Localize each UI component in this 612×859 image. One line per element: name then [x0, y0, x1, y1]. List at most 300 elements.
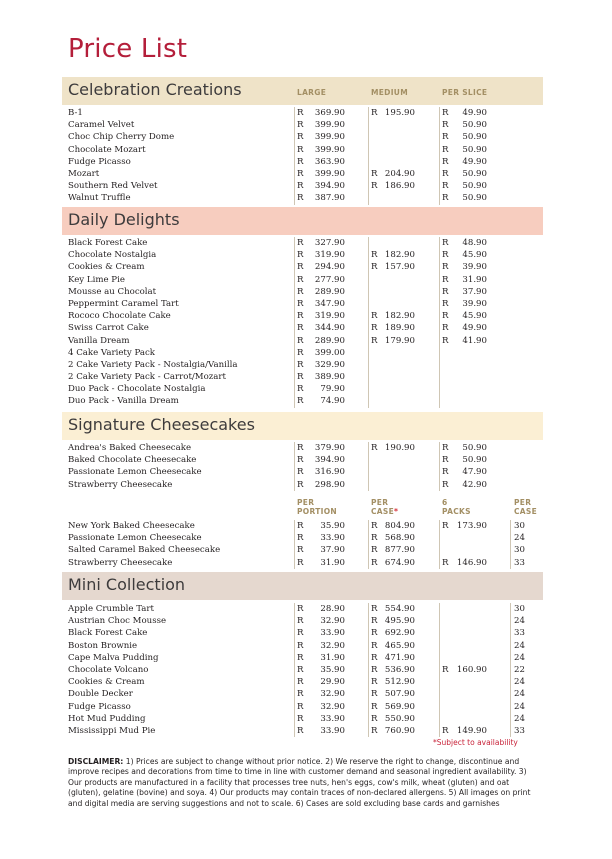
item-name: Swiss Carrot Cake: [68, 323, 149, 334]
price-value: 24: [514, 533, 525, 544]
currency-symbol: R: [297, 156, 304, 167]
price-value: 554.90: [384, 604, 415, 614]
column-divider: [439, 107, 440, 205]
table-row: [62, 371, 543, 383]
price-value: 35.90: [320, 521, 345, 531]
price-value: 692.90: [384, 628, 415, 639]
currency-symbol: R: [297, 298, 304, 309]
price-value: 550.90: [384, 713, 415, 724]
mini-table: [62, 603, 543, 737]
currency-symbol: R: [371, 335, 378, 346]
currency-symbol: R: [371, 443, 378, 453]
price-value: 319.90: [314, 250, 345, 261]
item-name: 2 Cake Variety Pack - Nostalgia/Vanilla: [68, 359, 238, 370]
price-value: 24: [514, 713, 525, 724]
table-row: [62, 249, 543, 261]
price-value: 157.90: [384, 262, 415, 273]
price-value: 160.90: [456, 664, 487, 675]
currency-symbol: R: [442, 311, 449, 322]
currency-symbol: R: [371, 108, 378, 118]
currency-symbol: R: [371, 713, 378, 724]
currency-symbol: R: [297, 443, 304, 453]
section-title: Signature Cheesecakes: [68, 415, 255, 434]
currency-symbol: R: [297, 677, 304, 688]
price-value: 294.90: [314, 262, 345, 273]
table-row: [62, 383, 543, 395]
item-name: Baked Chocolate Cheesecake: [68, 455, 197, 466]
price-value: 48.90: [462, 238, 487, 248]
price-value: 30: [514, 545, 525, 556]
currency-symbol: R: [442, 238, 449, 248]
price-value: 347.90: [314, 298, 345, 309]
price-value: 24: [514, 640, 525, 651]
price-value: 33.90: [320, 533, 345, 544]
price-value: 394.90: [314, 181, 345, 192]
currency-symbol: R: [297, 713, 304, 724]
table-row: [62, 442, 543, 454]
table-row: [62, 168, 543, 180]
price-value: 24: [514, 652, 525, 663]
table-row: [62, 640, 543, 652]
price-value: 569.90: [384, 701, 415, 712]
price-value: 329.90: [314, 359, 345, 370]
price-value: 29.90: [320, 677, 345, 688]
column-divider: [368, 237, 369, 408]
price-value: 50.90: [462, 455, 487, 466]
price-value: 33.90: [320, 713, 345, 724]
section-title: Celebration Creations: [68, 80, 242, 99]
price-value: 30: [514, 521, 525, 531]
price-value: 146.90: [456, 557, 487, 568]
table-row: [62, 713, 543, 725]
currency-symbol: R: [297, 359, 304, 370]
price-value: 804.90: [384, 521, 415, 531]
currency-symbol: R: [371, 250, 378, 261]
table-row: [62, 119, 543, 131]
price-value: 399.90: [314, 168, 345, 179]
currency-symbol: R: [442, 108, 449, 118]
table-row: [62, 310, 543, 322]
table-row: [62, 144, 543, 156]
table-row: [62, 156, 543, 168]
currency-symbol: R: [297, 664, 304, 675]
item-name: Mousse au Chocolat: [68, 286, 157, 297]
currency-symbol: R: [371, 616, 378, 627]
disclaimer: [68, 757, 538, 809]
price-value: 49.90: [462, 108, 487, 118]
currency-symbol: R: [442, 286, 449, 297]
column-divider: [368, 442, 369, 491]
currency-symbol: R: [297, 262, 304, 273]
table-row: [62, 603, 543, 615]
price-value: 50.90: [462, 168, 487, 179]
disclaimer-label: DISCLAIMER:: [68, 757, 124, 766]
price-value: 31.90: [462, 274, 487, 285]
table-row: [62, 520, 543, 532]
price-value: 327.90: [314, 238, 345, 248]
item-name: Apple Crumble Tart: [68, 604, 154, 614]
currency-symbol: R: [297, 701, 304, 712]
currency-symbol: R: [371, 521, 378, 531]
column-divider: [510, 520, 511, 569]
column-header-large: LARGE: [297, 88, 327, 97]
item-name: Peppermint Caramel Tart: [68, 298, 179, 309]
currency-symbol: R: [297, 323, 304, 334]
currency-symbol: R: [371, 725, 378, 736]
item-name: Passionate Lemon Cheesecake: [68, 467, 202, 478]
price-value: 394.90: [314, 455, 345, 466]
price-value: 50.90: [462, 132, 487, 143]
table-row: [62, 627, 543, 639]
signature-case-table: [62, 520, 543, 569]
item-name: Strawberry Cheesecake: [68, 557, 173, 568]
price-value: 30: [514, 604, 525, 614]
column-divider: [368, 603, 369, 737]
price-value: 45.90: [462, 311, 487, 322]
table-row: [62, 286, 543, 298]
price-value: 179.90: [384, 335, 415, 346]
currency-symbol: R: [297, 372, 304, 383]
column-divider: [439, 603, 440, 737]
currency-symbol: R: [442, 262, 449, 273]
table-row: [62, 395, 543, 407]
table-row: [62, 298, 543, 310]
price-value: 189.90: [384, 323, 415, 334]
table-row: [62, 725, 543, 737]
section-header-mini: [62, 572, 543, 600]
price-value: 195.90: [384, 108, 415, 118]
column-header-medium: MEDIUM: [371, 88, 408, 97]
price-value: 50.90: [462, 443, 487, 453]
price-value: 399.90: [314, 144, 345, 155]
currency-symbol: R: [371, 262, 378, 273]
currency-symbol: R: [297, 132, 304, 143]
cheesecake-subheader: [62, 496, 543, 518]
currency-symbol: R: [297, 250, 304, 261]
table-row: [62, 688, 543, 700]
table-row: [62, 274, 543, 286]
price-value: 298.90: [314, 479, 345, 490]
currency-symbol: R: [297, 108, 304, 118]
table-row: [62, 466, 543, 478]
price-value: 33: [514, 557, 525, 568]
table-row: [62, 557, 543, 569]
table-row: [62, 676, 543, 688]
currency-symbol: R: [371, 640, 378, 651]
price-value: 50.90: [462, 144, 487, 155]
price-value: 50.90: [462, 120, 487, 131]
currency-symbol: R: [297, 521, 304, 531]
item-name: Southern Red Velvet: [68, 181, 158, 192]
price-value: 465.90: [384, 640, 415, 651]
currency-symbol: R: [442, 144, 449, 155]
price-value: 316.90: [314, 467, 345, 478]
currency-symbol: R: [297, 604, 304, 614]
item-name: Walnut Truffle: [68, 193, 131, 204]
price-value: 47.90: [462, 467, 487, 478]
table-row: [62, 615, 543, 627]
section-header-daily: [62, 207, 543, 235]
price-value: 79.90: [320, 384, 345, 395]
table-row: [62, 347, 543, 359]
item-name: Passionate Lemon Cheesecake: [68, 533, 202, 544]
section-title: Daily Delights: [68, 210, 180, 229]
column-header-per-slice: PER SLICE: [442, 88, 488, 97]
column-divider: [294, 237, 295, 408]
price-value: 149.90: [456, 725, 487, 736]
price-value: 28.90: [320, 604, 345, 614]
currency-symbol: R: [442, 479, 449, 490]
currency-symbol: R: [442, 120, 449, 131]
currency-symbol: R: [442, 335, 449, 346]
currency-symbol: R: [297, 168, 304, 179]
column-divider: [294, 442, 295, 491]
signature-table: [62, 442, 543, 491]
currency-symbol: R: [442, 557, 449, 568]
column-header-case-count: PER CASE: [514, 498, 538, 516]
column-divider: [294, 603, 295, 737]
price-value: 35.90: [320, 664, 345, 675]
item-name: Duo Pack - Chocolate Nostalgia: [68, 384, 206, 395]
currency-symbol: R: [297, 335, 304, 346]
item-name: Mississippi Mud Pie: [68, 725, 156, 736]
table-row: [62, 479, 543, 491]
item-name: Rococo Chocolate Cake: [68, 311, 171, 322]
currency-symbol: R: [297, 652, 304, 663]
price-value: 74.90: [320, 396, 345, 407]
currency-symbol: R: [297, 144, 304, 155]
currency-symbol: R: [297, 628, 304, 639]
currency-symbol: R: [442, 664, 449, 675]
disclaimer-text: 1) Prices are subject to change without prior notice. 2) We reserve the right to change, discontinue and improve recipes and decorations from time to time in line with customer demand and seasonal ingredient availability. 3) Our products are manufactured in a facility that processes tree nuts, hen's eggs, cow's milk, wheat (gluten) and oat (gluten), gelatine (bovine) and soya. 4) Our products may contain traces of non-declared allergens. 5) All images on print and digital media are serving suggestions and not to scale. 6) Cases are sold excluding base cards and garnishes: [68, 757, 531, 808]
item-name: Chocolate Mozart: [68, 144, 146, 155]
currency-symbol: R: [297, 384, 304, 395]
currency-symbol: R: [297, 725, 304, 736]
item-name: Fudge Picasso: [68, 701, 131, 712]
table-row: [62, 180, 543, 192]
currency-symbol: R: [371, 677, 378, 688]
price-value: 674.90: [384, 557, 415, 568]
column-divider: [439, 237, 440, 408]
price-value: 39.90: [462, 298, 487, 309]
price-value: 49.90: [462, 323, 487, 334]
availability-note: *Subject to availability: [433, 738, 518, 747]
section-header-celebration: [62, 77, 543, 105]
item-name: 4 Cake Variety Pack: [68, 347, 155, 358]
price-value: 37.90: [462, 286, 487, 297]
currency-symbol: R: [371, 168, 378, 179]
price-value: 379.90: [314, 443, 345, 453]
price-value: 369.90: [314, 108, 345, 118]
price-value: 204.90: [384, 168, 415, 179]
currency-symbol: R: [371, 689, 378, 700]
page-title: Price List: [68, 34, 188, 64]
table-row: [62, 335, 543, 347]
price-value: 32.90: [320, 640, 345, 651]
currency-symbol: R: [442, 156, 449, 167]
price-value: 182.90: [384, 311, 415, 322]
price-value: 31.90: [320, 557, 345, 568]
currency-symbol: R: [371, 533, 378, 544]
price-value: 24: [514, 616, 525, 627]
price-value: 31.90: [320, 652, 345, 663]
currency-symbol: R: [442, 455, 449, 466]
currency-symbol: R: [297, 347, 304, 358]
table-row: [62, 454, 543, 466]
item-name: Chocolate Volcano: [68, 664, 149, 675]
currency-symbol: R: [371, 181, 378, 192]
currency-symbol: R: [442, 193, 449, 204]
table-row: [62, 322, 543, 334]
currency-symbol: R: [297, 238, 304, 248]
column-divider: [294, 520, 295, 569]
price-value: 50.90: [462, 181, 487, 192]
price-value: 344.90: [314, 323, 345, 334]
table-row: [62, 664, 543, 676]
currency-symbol: R: [442, 443, 449, 453]
table-row: [62, 652, 543, 664]
price-value: 42.90: [462, 479, 487, 490]
price-value: 24: [514, 689, 525, 700]
price-value: 399.90: [314, 132, 345, 143]
price-value: 289.90: [314, 286, 345, 297]
currency-symbol: R: [442, 250, 449, 261]
price-value: 22: [514, 664, 525, 675]
item-name: Key Lime Pie: [68, 274, 125, 285]
currency-symbol: R: [442, 132, 449, 143]
item-name: New York Baked Cheesecake: [68, 521, 195, 531]
price-value: 277.90: [314, 274, 345, 285]
price-value: 363.90: [314, 156, 345, 167]
item-name: Mozart: [68, 168, 100, 179]
section-header-signature: [62, 412, 543, 440]
price-value: 186.90: [384, 181, 415, 192]
item-name: Black Forest Cake: [68, 238, 148, 248]
currency-symbol: R: [297, 181, 304, 192]
item-name: Black Forest Cake: [68, 628, 148, 639]
price-value: 32.90: [320, 689, 345, 700]
currency-symbol: R: [442, 323, 449, 334]
price-value: 39.90: [462, 262, 487, 273]
item-name: Fudge Picasso: [68, 156, 131, 167]
currency-symbol: R: [297, 396, 304, 407]
item-name: Cape Malva Pudding: [68, 652, 159, 663]
item-name: Choc Chip Cherry Dome: [68, 132, 175, 143]
currency-symbol: R: [442, 298, 449, 309]
table-row: [62, 359, 543, 371]
price-value: 33.90: [320, 725, 345, 736]
column-divider: [439, 520, 440, 569]
price-value: 24: [514, 677, 525, 688]
price-value: 507.90: [384, 689, 415, 700]
currency-symbol: R: [371, 545, 378, 556]
item-name: Cookies & Cream: [68, 677, 145, 688]
price-value: 877.90: [384, 545, 415, 556]
item-name: Hot Mud Pudding: [68, 713, 146, 724]
currency-symbol: R: [297, 533, 304, 544]
price-value: 568.90: [384, 533, 415, 544]
price-value: 32.90: [320, 701, 345, 712]
celebration-table: [62, 107, 543, 205]
currency-symbol: R: [371, 604, 378, 614]
currency-symbol: R: [297, 689, 304, 700]
item-name: Vanilla Dream: [68, 335, 130, 346]
currency-symbol: R: [297, 455, 304, 466]
price-value: 49.90: [462, 156, 487, 167]
table-row: [62, 131, 543, 143]
item-name: Salted Caramel Baked Cheesecake: [68, 545, 221, 556]
price-value: 387.90: [314, 193, 345, 204]
currency-symbol: R: [442, 181, 449, 192]
price-value: 399.90: [314, 120, 345, 131]
section-title: Mini Collection: [68, 575, 186, 594]
item-name: Cookies & Cream: [68, 262, 145, 273]
currency-symbol: R: [371, 664, 378, 675]
currency-symbol: R: [297, 120, 304, 131]
price-value: 45.90: [462, 250, 487, 261]
price-value: 33.90: [320, 628, 345, 639]
item-name: Duo Pack - Vanilla Dream: [68, 396, 179, 407]
currency-symbol: R: [442, 274, 449, 285]
currency-symbol: R: [371, 701, 378, 712]
column-header-per-portion: PER PORTION: [297, 498, 337, 516]
item-name: Caramel Velvet: [68, 120, 135, 131]
currency-symbol: R: [297, 274, 304, 285]
currency-symbol: R: [297, 286, 304, 297]
item-name: Strawberry Cheesecake: [68, 479, 173, 490]
table-row: [62, 701, 543, 713]
column-divider: [368, 520, 369, 569]
item-name: Chocolate Nostalgia: [68, 250, 157, 261]
currency-symbol: R: [371, 311, 378, 322]
price-value: 37.90: [320, 545, 345, 556]
currency-symbol: R: [297, 193, 304, 204]
price-value: 173.90: [456, 521, 487, 531]
column-divider: [439, 442, 440, 491]
currency-symbol: R: [442, 467, 449, 478]
table-row: [62, 532, 543, 544]
price-value: 33: [514, 725, 525, 736]
table-row: [62, 192, 543, 204]
column-divider: [294, 107, 295, 205]
column-header-per-case: PER CASE*: [371, 498, 399, 516]
table-row: [62, 237, 543, 249]
currency-symbol: R: [442, 521, 449, 531]
price-value: 389.90: [314, 372, 345, 383]
item-name: Andrea's Baked Cheesecake: [68, 443, 192, 453]
price-value: 512.90: [384, 677, 415, 688]
table-row: [62, 544, 543, 556]
table-row: [62, 107, 543, 119]
currency-symbol: R: [371, 323, 378, 334]
currency-symbol: R: [371, 652, 378, 663]
price-value: 190.90: [384, 443, 415, 453]
price-value: 24: [514, 701, 525, 712]
currency-symbol: R: [371, 628, 378, 639]
price-value: 41.90: [462, 335, 487, 346]
currency-symbol: R: [297, 545, 304, 556]
currency-symbol: R: [442, 725, 449, 736]
price-value: 760.90: [384, 725, 415, 736]
price-value: 471.90: [384, 652, 415, 663]
item-name: 2 Cake Variety Pack - Carrot/Mozart: [68, 372, 226, 383]
price-value: 399.00: [314, 347, 345, 358]
currency-symbol: R: [297, 479, 304, 490]
table-row: [62, 261, 543, 273]
currency-symbol: R: [442, 168, 449, 179]
price-value: 319.90: [314, 311, 345, 322]
item-name: B-1: [68, 108, 83, 118]
